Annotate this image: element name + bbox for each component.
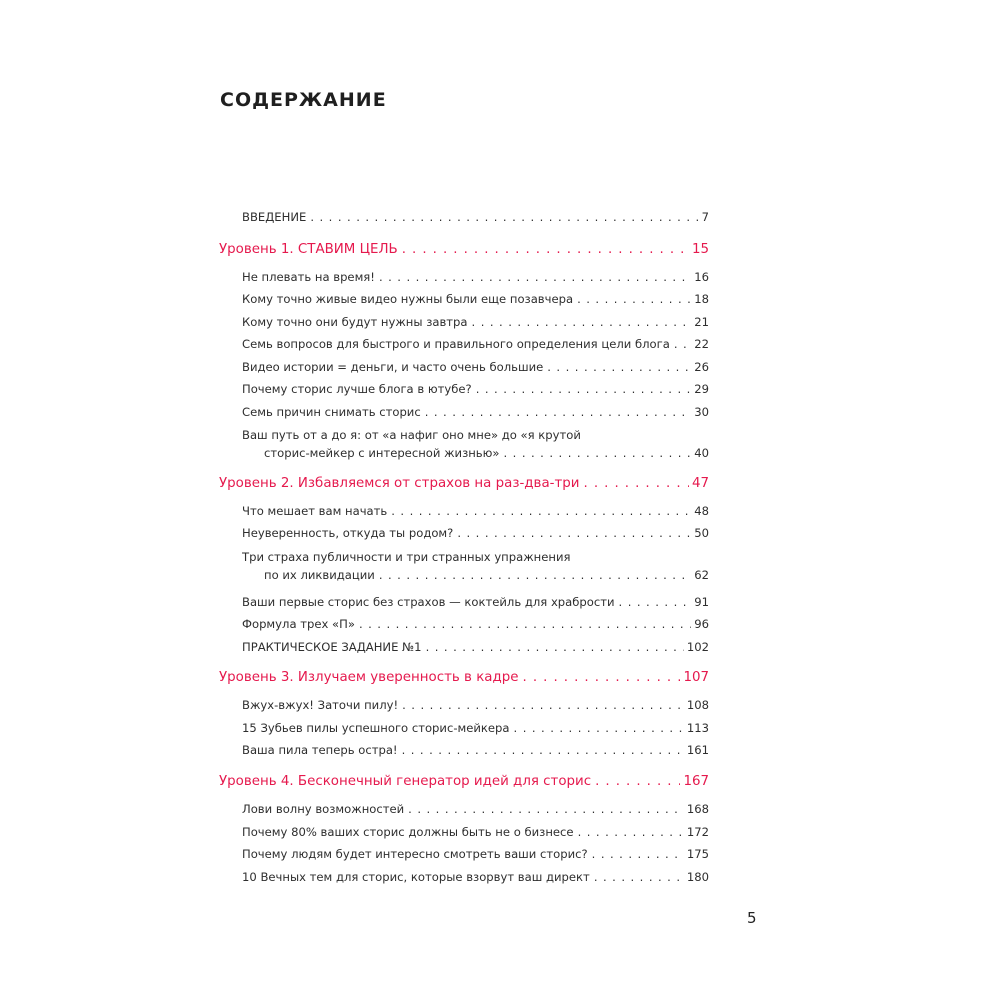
toc-entry-title: Ваши первые сторис без страхов — коктейль для храбрости bbox=[242, 595, 615, 609]
toc-level-title: Уровень 3. Излучаем уверенность в кадре bbox=[219, 670, 519, 685]
toc-entry-title: Что мешает вам начать bbox=[242, 504, 388, 518]
dot-leader bbox=[310, 208, 698, 226]
toc-entry-page: 91 bbox=[694, 595, 709, 609]
toc-entry-title: Кому точно они будут нужны завтра bbox=[242, 315, 468, 329]
toc-entry-title: Почему сторис лучше блога в ютубе? bbox=[242, 382, 472, 396]
dot-leader bbox=[457, 524, 691, 542]
toc-entry-title-cont: по их ликвидации bbox=[264, 568, 375, 582]
toc-entry-title: Почему 80% ваших сторис должны быть не о бизнесе bbox=[242, 825, 574, 839]
toc-entry-page: 48 bbox=[694, 504, 709, 518]
dot-leader bbox=[408, 800, 684, 818]
toc-entry[interactable] bbox=[242, 615, 709, 633]
dot-leader bbox=[504, 444, 692, 462]
toc-level-title: Уровень 4. Бесконечный генератор идей для сторис bbox=[219, 774, 592, 789]
toc-entry[interactable] bbox=[242, 593, 709, 611]
toc-entry-title: Вжух-вжух! Заточи пилу! bbox=[242, 698, 399, 712]
toc-entry-page: 29 bbox=[694, 382, 709, 396]
dot-leader bbox=[391, 502, 691, 520]
toc-entry-line-1[interactable] bbox=[242, 548, 570, 566]
toc-entry[interactable] bbox=[242, 502, 709, 520]
toc-entry[interactable] bbox=[242, 823, 709, 841]
dot-leader bbox=[402, 240, 689, 260]
dot-leader bbox=[577, 290, 691, 308]
dot-leader bbox=[514, 719, 684, 737]
toc-entry[interactable] bbox=[242, 268, 709, 286]
toc-entry-title: Формула трех «П» bbox=[242, 617, 355, 631]
toc-entry-page: 7 bbox=[701, 210, 709, 224]
toc-entry-page: 161 bbox=[686, 743, 709, 757]
toc-level-page: 15 bbox=[691, 242, 709, 257]
toc-entry-page: 172 bbox=[686, 825, 709, 839]
toc-entry-page: 180 bbox=[686, 870, 709, 884]
toc-entry[interactable] bbox=[242, 800, 709, 818]
toc-entry[interactable] bbox=[242, 358, 709, 376]
toc-entry-title: Три страха публичности и три странных упражнения bbox=[242, 550, 571, 564]
toc-entry-page: 62 bbox=[694, 568, 709, 582]
toc-entry[interactable] bbox=[242, 696, 709, 714]
toc-entry-title: 10 Вечных тем для сторис, которые взорвут ваш директ bbox=[242, 870, 590, 884]
dot-leader bbox=[547, 358, 691, 376]
toc-entry-page: 168 bbox=[686, 802, 709, 816]
toc-entry-title: ПРАКТИЧЕСКОЕ ЗАДАНИЕ №1 bbox=[242, 640, 422, 654]
toc-entry[interactable] bbox=[242, 719, 709, 737]
toc-entry[interactable] bbox=[242, 380, 709, 398]
toc-level-1[interactable] bbox=[219, 240, 709, 260]
page-number: 5 bbox=[747, 909, 757, 927]
toc-entry-title: Почему людям будет интересно смотреть ваши сторис? bbox=[242, 847, 588, 861]
dot-leader bbox=[578, 823, 684, 841]
dot-leader bbox=[379, 268, 691, 286]
toc-level-page: 167 bbox=[683, 774, 709, 789]
toc-entry-page: 26 bbox=[694, 360, 709, 374]
dot-leader bbox=[402, 696, 684, 714]
toc-entry-title: Неуверенность, откуда ты родом? bbox=[242, 526, 454, 540]
toc-level-4[interactable] bbox=[219, 772, 709, 792]
toc-entry-title: Видео истории = деньги, и часто очень большие bbox=[242, 360, 544, 374]
toc-entry-page: 30 bbox=[694, 405, 709, 419]
toc-entry-page: 16 bbox=[694, 270, 709, 284]
toc-entry-title: 15 Зубьев пилы успешного сторис-мейкера bbox=[242, 721, 510, 735]
toc-entry-title: Лови волну возможностей bbox=[242, 802, 405, 816]
toc-entry[interactable] bbox=[242, 524, 709, 542]
toc-level-2[interactable] bbox=[219, 474, 709, 494]
dot-leader bbox=[379, 566, 691, 584]
toc-entry-line-1[interactable] bbox=[242, 426, 581, 444]
toc-entry-page: 102 bbox=[686, 640, 709, 654]
toc-entry[interactable] bbox=[242, 335, 709, 353]
dot-leader bbox=[595, 772, 680, 792]
dot-leader bbox=[402, 741, 684, 759]
toc-entry-page: 21 bbox=[694, 315, 709, 329]
toc-entry-page: 96 bbox=[694, 617, 709, 631]
toc-entry-page: 22 bbox=[694, 337, 709, 351]
dot-leader bbox=[476, 380, 692, 398]
toc-entry-title: Кому точно живые видео нужны были еще позавчера bbox=[242, 292, 574, 306]
toc-entry[interactable] bbox=[242, 403, 709, 421]
toc-level-title: Уровень 1. СТАВИМ ЦЕЛЬ bbox=[219, 242, 398, 257]
dot-leader bbox=[425, 403, 692, 421]
toc-entry-page: 113 bbox=[686, 721, 709, 735]
toc-entry[interactable] bbox=[242, 290, 709, 308]
dot-leader bbox=[426, 638, 684, 656]
toc-entry-page: 40 bbox=[694, 446, 709, 460]
toc-entry-title: Семь вопросов для быстрого и правильного определения цели блога bbox=[242, 337, 670, 351]
toc-entry[interactable] bbox=[242, 313, 709, 331]
toc-entry-title-cont: сторис-мейкер с интересной жизнью» bbox=[264, 446, 500, 460]
toc-level-page: 107 bbox=[683, 670, 709, 685]
toc-level-3[interactable] bbox=[219, 668, 709, 688]
dot-leader bbox=[584, 474, 689, 494]
toc-entry[interactable] bbox=[242, 845, 709, 863]
page-title: СОДЕРЖАНИЕ bbox=[220, 89, 387, 111]
dot-leader bbox=[592, 845, 684, 863]
toc-entry[interactable] bbox=[242, 868, 709, 886]
toc-entry-title: Семь причин снимать сторис bbox=[242, 405, 421, 419]
toc-entry-page: 175 bbox=[686, 847, 709, 861]
dot-leader bbox=[619, 593, 692, 611]
toc-level-page: 47 bbox=[691, 476, 709, 491]
toc-entry-title: Не плевать на время! bbox=[242, 270, 375, 284]
toc-entry-page: 108 bbox=[686, 698, 709, 712]
toc-level-title: Уровень 2. Избавляемся от страхов на раз-два-три bbox=[219, 476, 580, 491]
dot-leader bbox=[359, 615, 691, 633]
dot-leader bbox=[472, 313, 692, 331]
toc-entry[interactable] bbox=[242, 638, 709, 656]
toc-entry-title: Ваша пила теперь остра! bbox=[242, 743, 398, 757]
toc-entry-line-2[interactable] bbox=[264, 566, 709, 584]
toc-entry-page: 18 bbox=[694, 292, 709, 306]
dot-leader bbox=[674, 335, 691, 353]
toc-entry-title: ВВЕДЕНИЕ bbox=[242, 210, 307, 224]
toc-entry[interactable] bbox=[242, 741, 709, 759]
dot-leader bbox=[523, 668, 681, 688]
dot-leader bbox=[594, 868, 684, 886]
toc-entry-page: 50 bbox=[694, 526, 709, 540]
toc-entry-title: Ваш путь от а до я: от «а нафиг оно мне» до «я крутой bbox=[242, 428, 581, 442]
toc-entry-line-2[interactable] bbox=[264, 444, 709, 462]
toc-entry-intro[interactable] bbox=[242, 208, 709, 226]
